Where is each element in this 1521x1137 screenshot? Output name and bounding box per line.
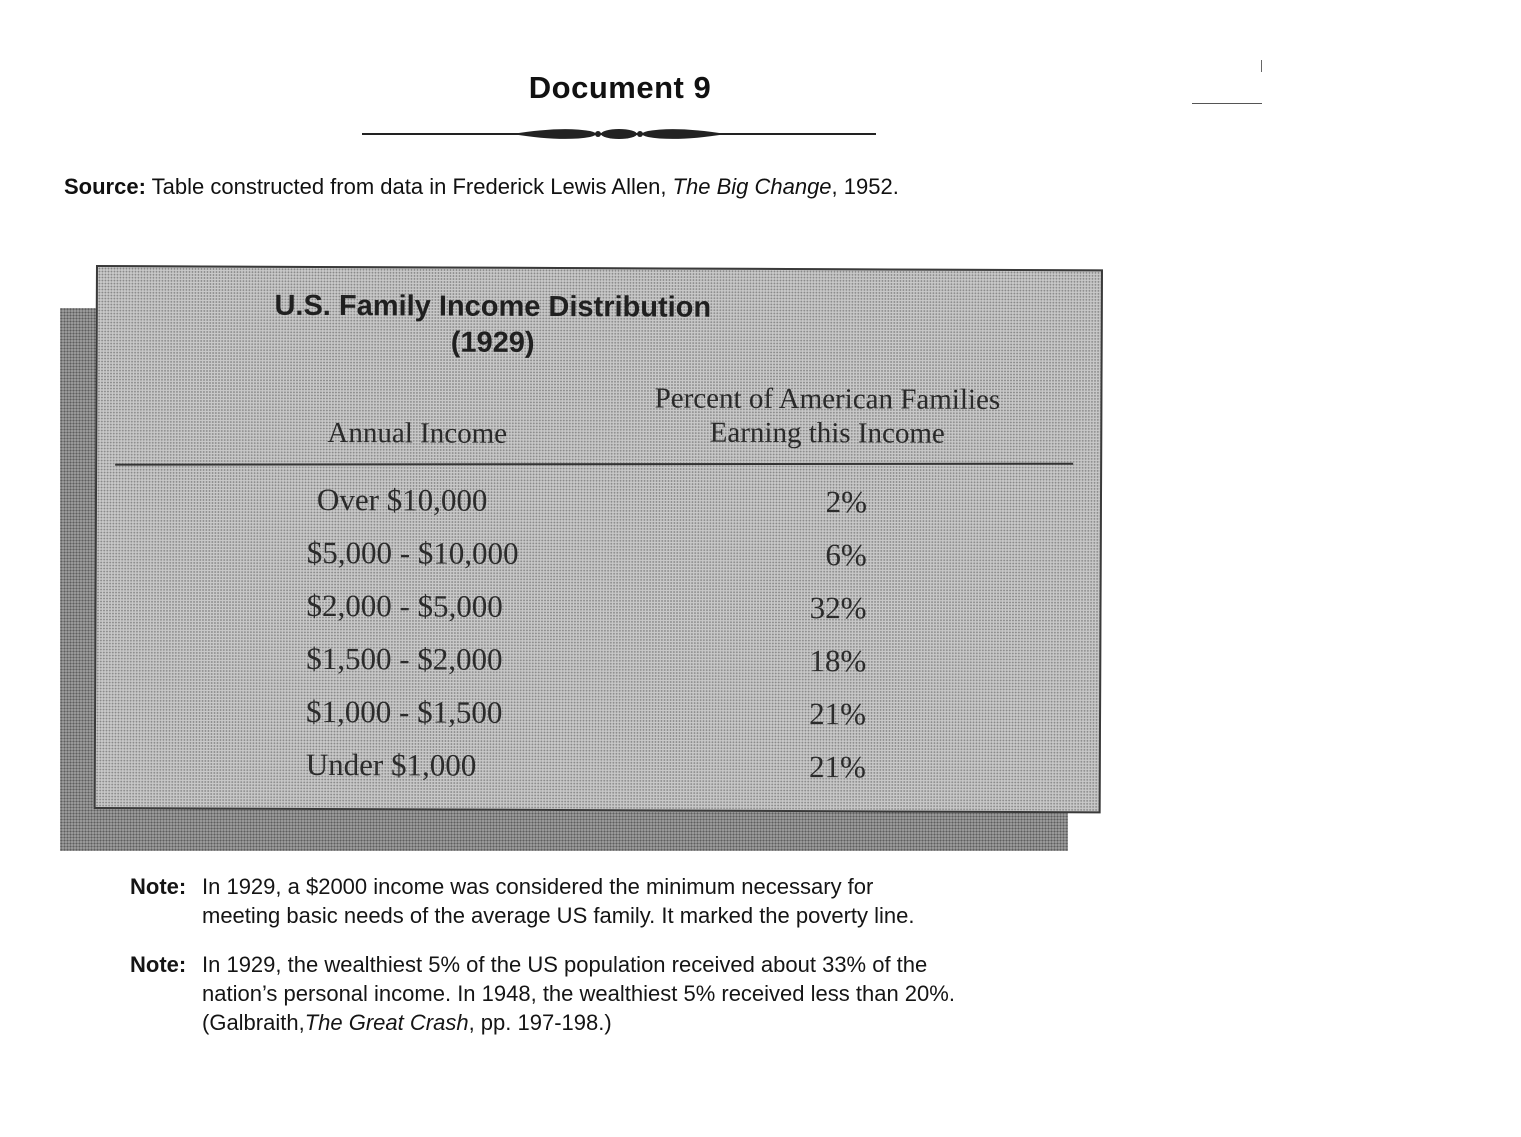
note-line: nation’s personal income. In 1948, the wealthiest 5% received less than 20%. — [202, 981, 955, 1006]
note-citation-prefix: (Galbraith, — [202, 1010, 305, 1035]
table-row — [96, 585, 1096, 642]
note-label: Note: — [130, 952, 187, 977]
table-body — [96, 479, 1097, 801]
note-citation-pages: , pp. 197-198.) — [468, 1010, 612, 1035]
column-header-income: Annual Income — [327, 417, 508, 450]
note-line: In 1929, the wealthiest 5% of the US population received about 33% of the — [202, 952, 928, 977]
income-range-cell: Over $10,000 — [316, 481, 488, 518]
income-range-cell: $5,000 - $10,000 — [306, 534, 519, 571]
income-range-cell: $1,500 - $2,000 — [306, 640, 503, 677]
column-header-percent-line2: Earning this Income — [709, 416, 945, 450]
table-title-line: U.S. Family Income Distribution — [274, 289, 712, 324]
table-row — [97, 479, 1097, 536]
table-row — [96, 744, 1096, 801]
percent-cell: 2% — [825, 484, 868, 520]
note-poverty-line — [130, 872, 1030, 930]
ornamental-divider — [362, 122, 876, 146]
header-divider — [115, 463, 1073, 466]
percent-cell: 21% — [809, 696, 867, 732]
source-year: , 1952. — [831, 174, 899, 199]
note-line: In 1929, a $2000 income was considered the minimum necessary for — [202, 874, 874, 899]
income-range-cell: $1,000 - $1,500 — [305, 693, 503, 730]
table-title-year: (1929) — [450, 326, 535, 359]
income-range-cell: Under $1,000 — [305, 746, 477, 783]
income-table — [94, 265, 1103, 813]
table-title — [98, 287, 888, 362]
note-text — [202, 950, 1070, 1037]
income-range-cell: $2,000 - $5,000 — [306, 587, 503, 624]
table-row — [97, 532, 1097, 589]
percent-cell: 21% — [808, 749, 866, 785]
percent-cell: 18% — [809, 643, 867, 679]
source-citation — [64, 174, 899, 200]
percent-cell: 6% — [825, 537, 867, 573]
note-wealth-share — [130, 950, 1070, 1037]
scan-line — [1192, 103, 1262, 104]
source-label: Source: — [64, 174, 146, 199]
scan-mark — [1261, 60, 1262, 72]
table-row — [96, 691, 1096, 748]
note-text — [202, 872, 1030, 930]
note-book-title: The Great Crash — [304, 1010, 469, 1035]
document-title: Document 9 — [528, 70, 712, 105]
note-line: meeting basic needs of the average US family. It marked the poverty line. — [202, 903, 915, 928]
source-book-title: The Big Change — [672, 174, 832, 199]
source-text: Table constructed from data in Frederick Lewis Allen, — [145, 174, 673, 199]
column-header-percent-line1: Percent of American Families — [654, 382, 1001, 416]
column-header-percent — [617, 381, 1037, 451]
percent-cell: 32% — [809, 590, 867, 626]
note-label: Note: — [130, 874, 187, 899]
table-row — [96, 638, 1096, 695]
